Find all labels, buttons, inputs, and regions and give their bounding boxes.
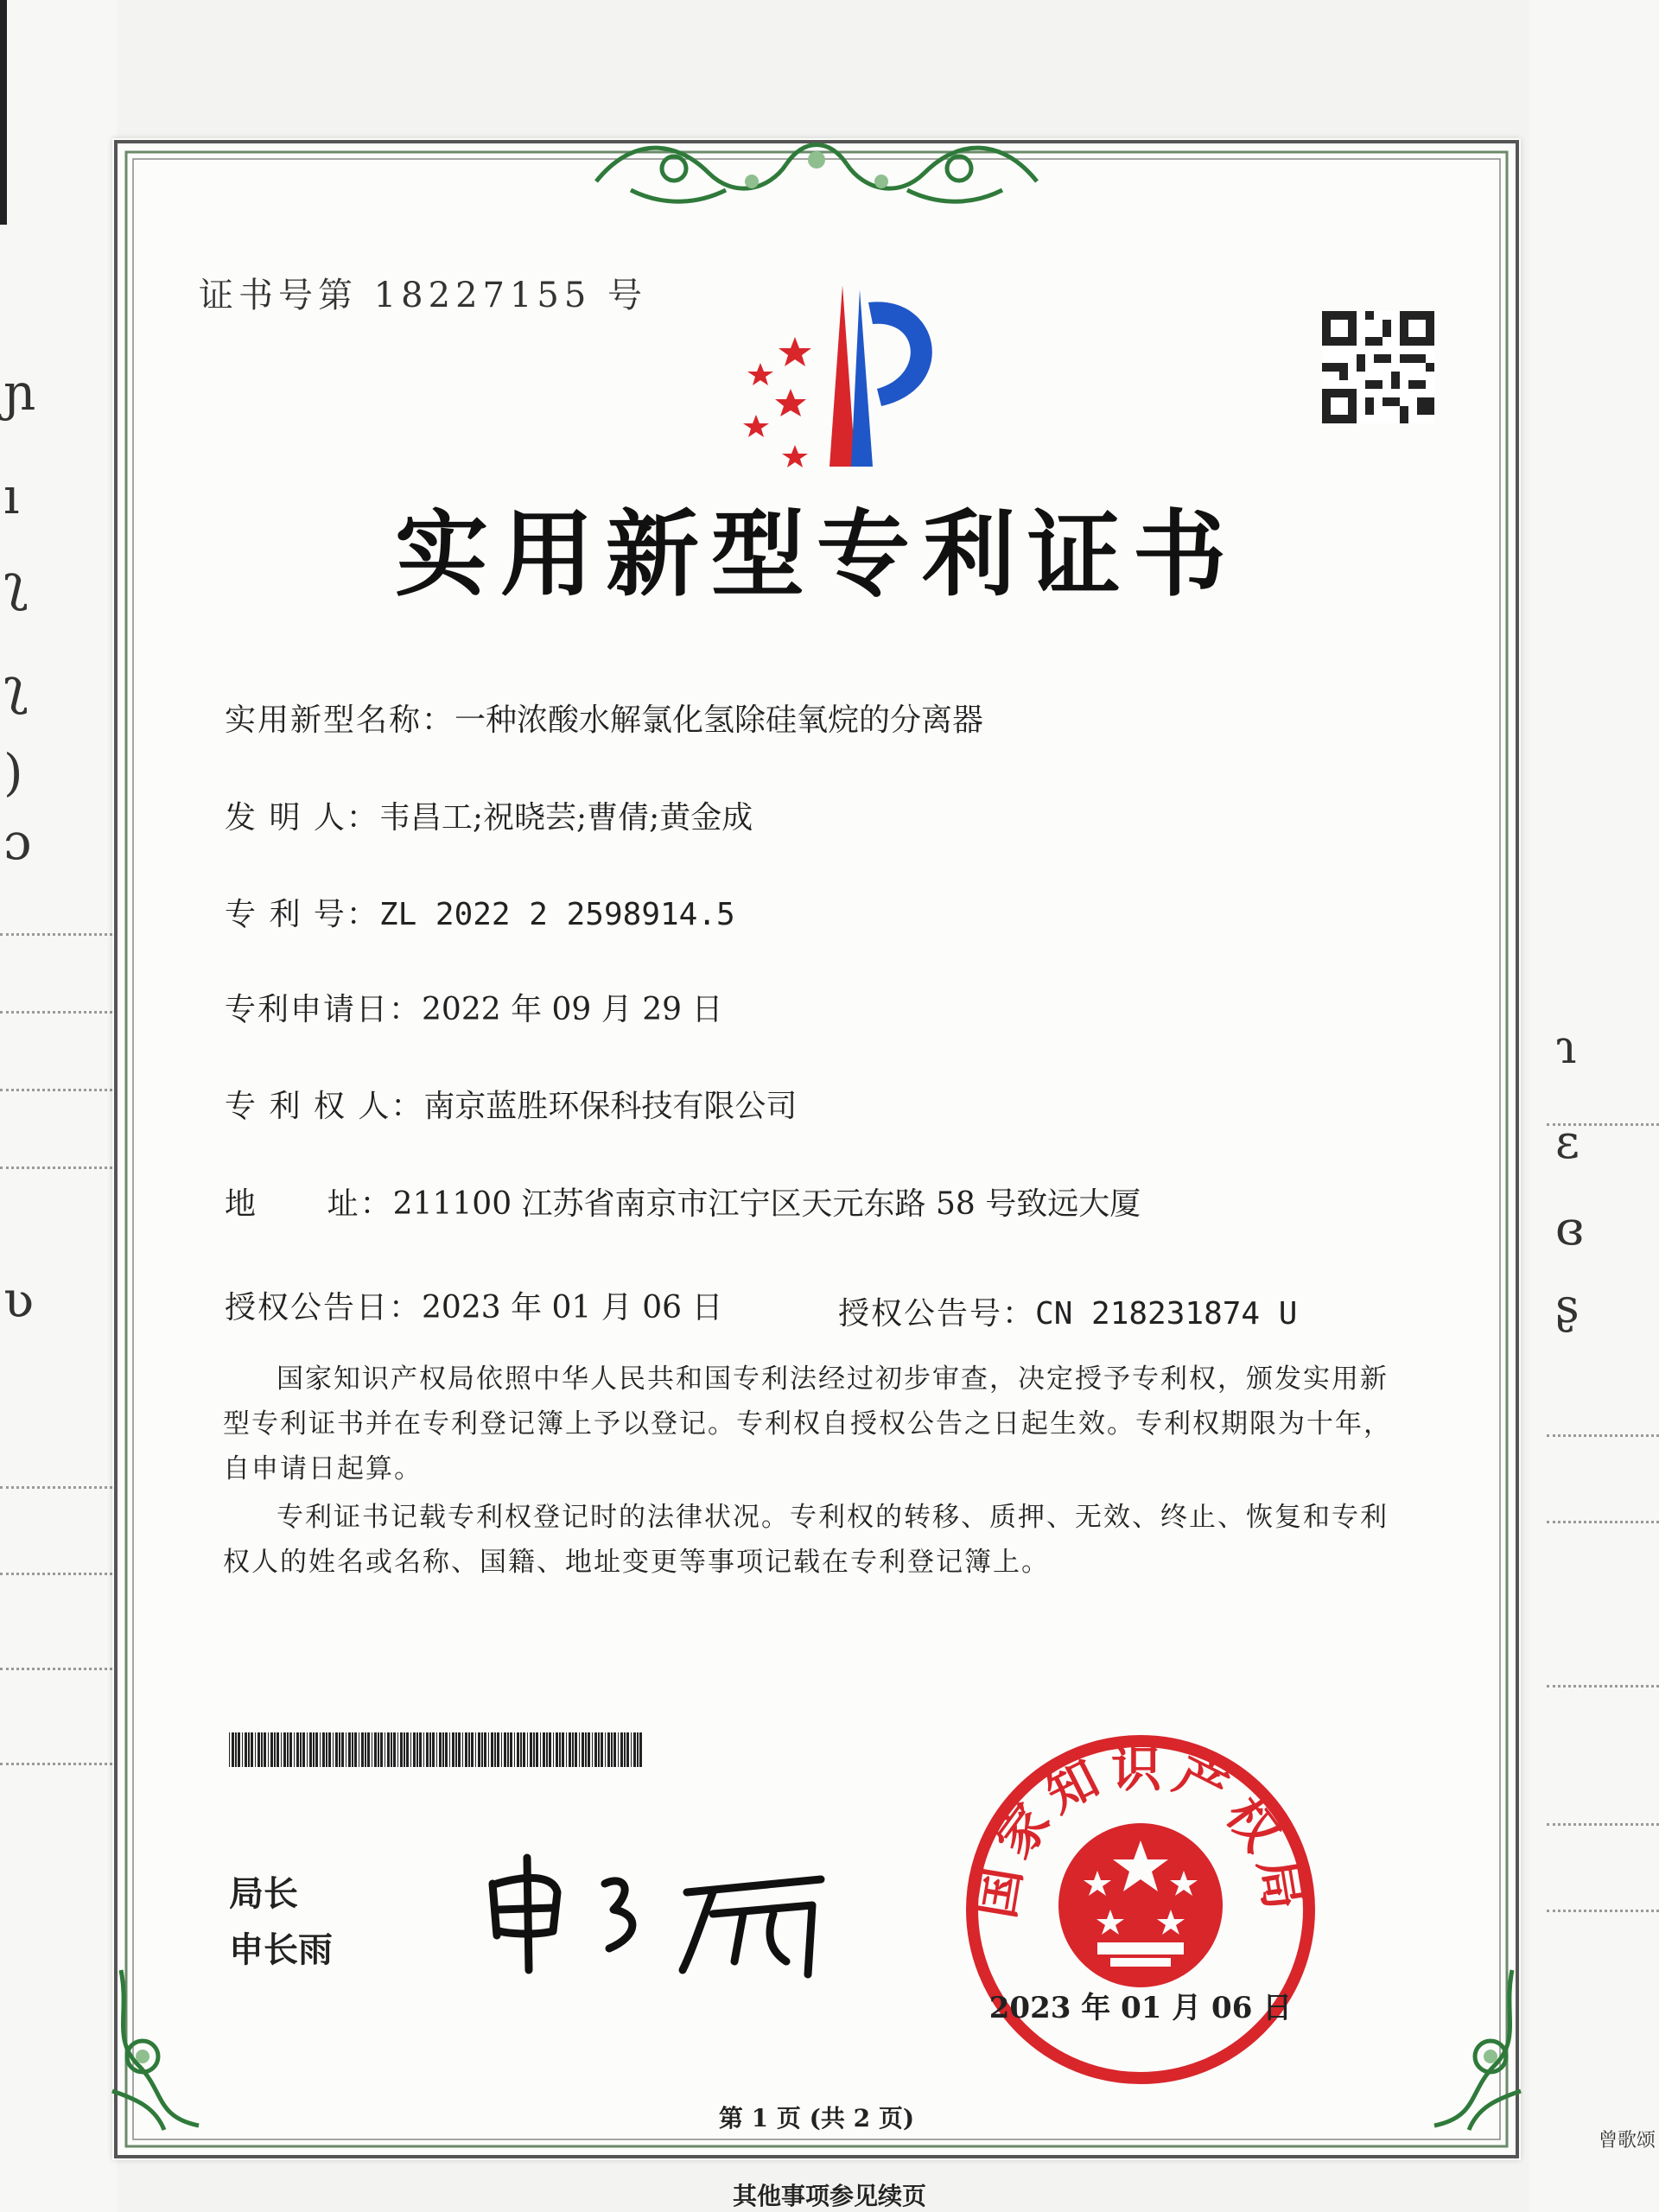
barcode-bar [468,1732,470,1767]
barcode-bar [333,1732,334,1767]
barcode-bar [626,1732,629,1767]
field-label: 专利申请日： [225,992,423,1027]
barcode-bar [598,1732,600,1767]
barcode-bar [562,1732,564,1767]
handwriting-mark: ʋ [3,1270,35,1329]
barcode-bar [268,1732,269,1767]
handwriting-mark: ɔ [3,812,32,871]
barcode-bar [523,1732,525,1767]
patent-certificate [112,138,1521,2160]
barcode-bar [229,1732,230,1767]
barcode-bar [455,1732,457,1767]
barcode-bar [637,1732,639,1767]
barcode-bar [419,1732,422,1767]
barcode-bar [572,1732,574,1767]
barcode-bar [287,1732,289,1767]
page-number: 第 1 页 (共 2 页) [718,2104,915,2133]
barcode-bar [283,1732,286,1767]
barcode-bar [566,1732,567,1767]
barcode-bar [238,1732,240,1767]
barcode-bar [471,1732,474,1767]
barcode-bar [270,1732,273,1767]
barcode-bar [320,1732,321,1767]
barcode-bar [393,1732,396,1767]
barcode-bar [569,1732,571,1767]
official-seal [959,1728,1322,2091]
barcode-bar [404,1732,405,1767]
barcode-bar [313,1732,315,1767]
barcode-bar [488,1732,489,1767]
barcode-bar [475,1732,476,1767]
barcode-bar [429,1732,431,1767]
seal-text: 国家知识产权局 [966,1739,1315,1923]
field-label: 专 利 权 人： [225,1089,424,1124]
barcode-bar [556,1732,558,1767]
barcode-bar [255,1732,256,1767]
barcode-bar [504,1732,506,1767]
barcode-bar [594,1732,597,1767]
field-value: CN 218231874 U [1035,1296,1298,1332]
barcode-bar [497,1732,499,1767]
barcode-bar [416,1732,418,1767]
barcode-bar [328,1732,331,1767]
barcode-bar [588,1732,590,1767]
field-value: 211100 江苏省南京市江宁区天元东路 58 号致远大厦 [392,1186,1141,1222]
barcode-bar [543,1732,545,1767]
barcode-bar [601,1732,603,1767]
barcode-bar [445,1732,448,1767]
certificate-title: 实用新型专利证书 [394,500,1238,609]
top-ornament [579,121,1054,216]
margin-note: 曾歌颂 [1598,2130,1656,2152]
ruled-line [0,1166,112,1169]
barcode-bar [442,1732,444,1767]
cnipa-logo [709,276,968,484]
barcode-bar [341,1732,344,1767]
ruled-line [1547,1910,1659,1912]
application-date-field [225,985,722,1029]
inventor-field [225,793,753,837]
ruled-line [0,1011,112,1014]
barcode-bar [296,1732,299,1767]
barcode-bar [387,1732,390,1767]
ruled-line [1547,1685,1659,1688]
barcode-bar [242,1732,243,1767]
barcode-bar [400,1732,403,1767]
barcode-bar [484,1732,486,1767]
barcode-bar [582,1732,584,1767]
barcode-bar [549,1732,551,1767]
barcode-bar [380,1732,383,1767]
barcode-bar [378,1732,379,1767]
barcode-bar [553,1732,554,1767]
barcode-bar [517,1732,519,1767]
ruled-line [0,1763,112,1765]
barcode-bar [514,1732,515,1767]
ruled-line [1547,1123,1659,1126]
handwriting-mark: ɞ [1555,1201,1585,1255]
field-label: 发 明 人： [225,800,379,836]
barcode-bar [248,1732,250,1767]
field-value: ZL 2022 2 2598914.5 [378,897,735,932]
grant-date-field [225,1283,722,1327]
ruled-line [0,1486,112,1489]
barcode-bar [605,1732,606,1767]
barcode-bar [639,1732,642,1767]
barcode-bar [274,1732,276,1767]
barcode-bar [281,1732,282,1767]
barcode-bar [592,1732,593,1767]
patentee-field [225,1082,797,1126]
barcode-bar [423,1732,424,1767]
barcode-bar [520,1732,522,1767]
handwriting-mark: ʂ [1555,1279,1580,1333]
barcode-bar [624,1732,626,1767]
certificate-number: 证书号第 18227155 号 [199,276,648,315]
barcode-bar [361,1732,364,1767]
barcode-bar [618,1732,619,1767]
barcode-bar [585,1732,587,1767]
barcode [229,1732,644,1767]
field-label: 授权公告号： [838,1296,1036,1332]
barcode-bar [322,1732,325,1767]
ruled-line [0,1089,112,1091]
barcode-bar [261,1732,263,1767]
barcode-bar [354,1732,357,1767]
ruled-line [0,1668,112,1670]
barcode-bar [257,1732,260,1767]
barcode-bar [449,1732,450,1767]
handwriting-mark: ɲ [3,363,36,422]
barcode-bar [235,1732,237,1767]
field-value: 2023 年 01 月 06 日 [422,1290,723,1325]
barcode-bar [264,1732,266,1767]
barcode-bar [365,1732,366,1767]
barcode-bar [348,1732,351,1767]
barcode-bar [294,1732,295,1767]
barcode-bar [611,1732,613,1767]
barcode-bar [352,1732,353,1767]
barcode-bar [546,1732,548,1767]
barcode-bar [540,1732,541,1767]
grant-statement: 国家知识产权局依照中华人民共和国专利法经过初步审查，决定授予专利权，颁发实用新型专利证书并在专利登记簿上予以登记。专利权自授权公告之日起生效。专利权期限为十年，自申请日起算。 [223,1363,1392,1484]
barcode-bar [559,1732,561,1767]
handwriting-mark: ) [3,743,23,802]
barcode-bar [302,1732,305,1767]
address-field [225,1179,1141,1224]
field-value: 2022 年 09 月 29 日 [422,992,723,1027]
barcode-bar [527,1732,528,1767]
barcode-bar [289,1732,292,1767]
field-label: 地 址： [225,1186,393,1222]
handwriting-mark: ı [3,467,20,525]
seal-date: 2023 年 01 月 06 日 [988,1991,1293,2025]
barcode-bar [300,1732,302,1767]
field-label: 专 利 号： [225,897,379,932]
barcode-bar [530,1732,532,1767]
barcode-bar [374,1732,377,1767]
barcode-bar [426,1732,429,1767]
field-label: 授权公告日： [225,1290,423,1325]
handwriting-mark: ʅ [3,657,29,715]
barcode-bar [631,1732,632,1767]
barcode-bar [633,1732,636,1767]
barcode-bar [436,1732,437,1767]
handwriting-mark: ɛ [1555,1115,1580,1169]
barcode-bar [335,1732,338,1767]
barcode-bar [613,1732,616,1767]
handwriting-mark: ʅ [3,553,29,612]
barcode-bar [251,1732,253,1767]
barcode-bar [465,1732,467,1767]
field-value: 一种浓酸水解氯化氢除硅氧烷的分离器 [454,702,984,738]
barcode-bar [510,1732,512,1767]
ruled-line [1547,1823,1659,1826]
barcode-bar [439,1732,442,1767]
field-value: 南京蓝胜环保科技有限公司 [423,1089,798,1124]
barcode-bar [494,1732,496,1767]
field-label: 实用新型名称： [225,702,455,738]
ruled-line [0,933,112,936]
barcode-bar [326,1732,327,1767]
barcode-bar [309,1732,312,1767]
barcode-bar [410,1732,411,1767]
utility-model-name-field [225,696,983,740]
barcode-bar [507,1732,509,1767]
barcode-bar [307,1732,308,1767]
underlying-page-right [1529,0,1659,2212]
barcode-bar [533,1732,535,1767]
page-edge-shadow [0,0,7,225]
field-value: 韦昌工;祝晓芸;曹倩;黄金成 [378,800,753,836]
barcode-bar [607,1732,610,1767]
barcode-bar [481,1732,483,1767]
barcode-bar [413,1732,416,1767]
barcode-bar [232,1732,234,1767]
ruled-line [1547,1521,1659,1523]
barcode-bar [536,1732,538,1767]
continuation-note: 其他事项参见续页 [732,2182,926,2210]
barcode-bar [391,1732,392,1767]
barcode-bar [245,1732,247,1767]
barcode-bar [462,1732,463,1767]
director-title: 局长 [229,1874,298,1914]
barcode-bar [478,1732,480,1767]
barcode-bar [491,1732,493,1767]
ruled-line [1547,1434,1659,1437]
barcode-bar [397,1732,398,1767]
barcode-bar [620,1732,623,1767]
barcode-bar [501,1732,502,1767]
legal-status-note: 专利证书记载专利权登记时的法律状况。专利权的转移、质押、无效、终止、恢复和专利权人的姓名或名称、国籍、地址变更等事项记载在专利登记簿上。 [223,1502,1389,1578]
patent-number-field [225,890,735,934]
barcode-bar [315,1732,318,1767]
barcode-bar [339,1732,340,1767]
barcode-bar [406,1732,409,1767]
barcode-bar [458,1732,461,1767]
barcode-bar [575,1732,577,1767]
barcode-bar [579,1732,580,1767]
grant-number-field [838,1289,1297,1333]
barcode-bar [432,1732,435,1767]
director-name: 申长雨 [229,1930,333,1970]
barcode-bar [452,1732,454,1767]
barcode-bar [367,1732,370,1767]
ruled-line [0,1573,112,1575]
qr-code [1322,311,1434,423]
underlying-page-left [0,0,117,2212]
barcode-bar [276,1732,279,1767]
director-signature [475,1832,838,1987]
handwriting-mark: ɿ [1555,1020,1577,1074]
